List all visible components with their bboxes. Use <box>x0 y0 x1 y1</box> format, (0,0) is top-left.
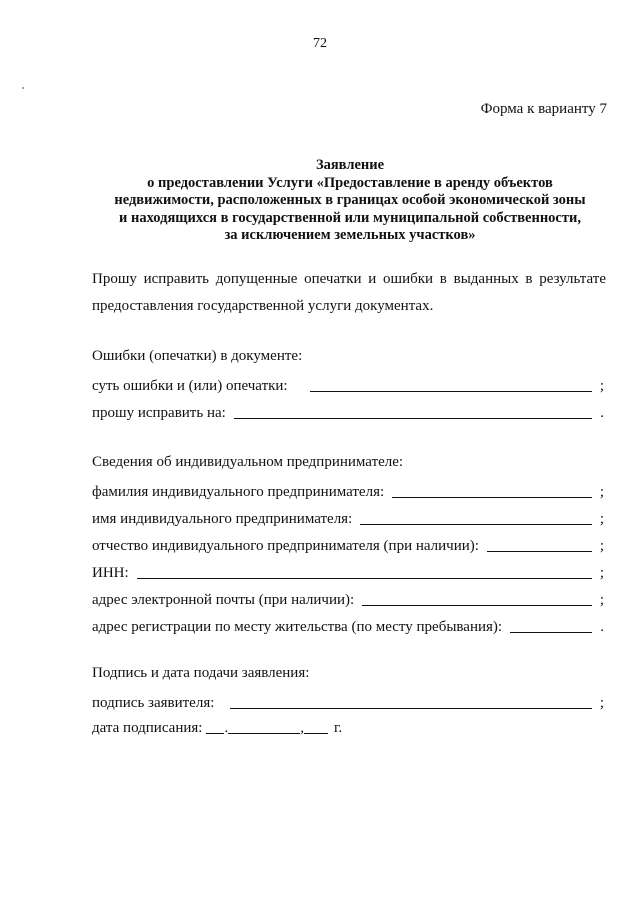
title-line: Заявление <box>315 157 385 173</box>
date-day-field[interactable] <box>206 719 224 734</box>
email-field[interactable] <box>362 591 592 606</box>
signature-heading: Подпись и дата подачи заявления: <box>92 665 310 681</box>
field-terminator: ; <box>599 592 604 608</box>
registration-address-row <box>92 616 604 636</box>
first-name-row <box>92 508 604 528</box>
field-terminator: ; <box>599 484 604 500</box>
surname-row <box>92 481 604 501</box>
inn-row <box>92 562 604 582</box>
errors-heading: Ошибки (опечатки) в документе: <box>92 348 303 364</box>
surname-field[interactable] <box>392 483 592 498</box>
first-name-label: имя индивидуального предпринимателя: <box>92 511 353 527</box>
patronymic-field[interactable] <box>487 537 592 552</box>
field-terminator: ; <box>599 695 604 711</box>
surname-label: фамилия индивидуального предпринимателя: <box>92 484 385 500</box>
field-terminator: . <box>600 405 604 421</box>
field-terminator: ; <box>599 565 604 581</box>
signature-label: подпись заявителя: <box>92 695 215 711</box>
error-essence-row <box>92 375 604 395</box>
field-terminator: ; <box>599 538 604 554</box>
registration-address-field[interactable] <box>510 618 592 633</box>
inn-label: ИНН: <box>92 565 129 581</box>
signature-field[interactable] <box>230 694 592 709</box>
field-terminator: . <box>600 619 604 635</box>
request-line: Прошу исправить допущенные опечатки и ошибки в выданных в результате <box>92 271 606 287</box>
patronymic-label: отчество индивидуального предпринимателя (при наличии): <box>92 538 479 554</box>
date-separator: . <box>224 720 229 736</box>
entrepreneur-heading: Сведения об индивидуальном предпринимателе: <box>92 454 404 470</box>
document-title <box>60 157 640 245</box>
scan-speck <box>22 87 24 89</box>
field-terminator: ; <box>599 378 604 394</box>
correction-row <box>92 402 604 422</box>
inn-field[interactable] <box>137 564 592 579</box>
request-paragraph <box>92 266 606 320</box>
title-line: за исключением земельных участков» <box>224 227 476 243</box>
date-year-field[interactable] <box>304 719 328 734</box>
signing-date-row <box>92 717 342 737</box>
title-line: и находящихся в государственной или муниципальной собственности, <box>119 209 581 226</box>
year-suffix: г. <box>333 720 343 736</box>
correction-label: прошу исправить на: <box>92 405 226 421</box>
date-month-field[interactable] <box>228 719 300 734</box>
date-separator: , <box>300 720 304 736</box>
request-line: предоставления государственной услуги документах. <box>92 298 434 314</box>
error-essence-field[interactable] <box>310 377 592 392</box>
form-reference: Форма к варианту 7 <box>480 101 607 117</box>
signature-row <box>92 692 604 712</box>
error-essence-label: суть ошибки и (или) опечатки: <box>92 378 288 394</box>
signing-date-label: дата подписания: <box>92 720 203 736</box>
page-number: 72 <box>313 36 327 51</box>
correction-field[interactable] <box>234 404 592 419</box>
registration-address-label: адрес регистрации по месту жительства (по месту пребывания): <box>92 619 503 635</box>
patronymic-row <box>92 535 604 555</box>
first-name-field[interactable] <box>360 510 592 525</box>
title-line: недвижимости, расположенных в границах особой экономической зоны <box>114 192 586 208</box>
title-line: о предоставлении Услуги «Предоставление в аренду объектов <box>147 174 553 191</box>
field-terminator: ; <box>599 511 604 527</box>
email-label: адрес электронной почты (при наличии): <box>92 592 355 608</box>
email-row <box>92 589 604 609</box>
